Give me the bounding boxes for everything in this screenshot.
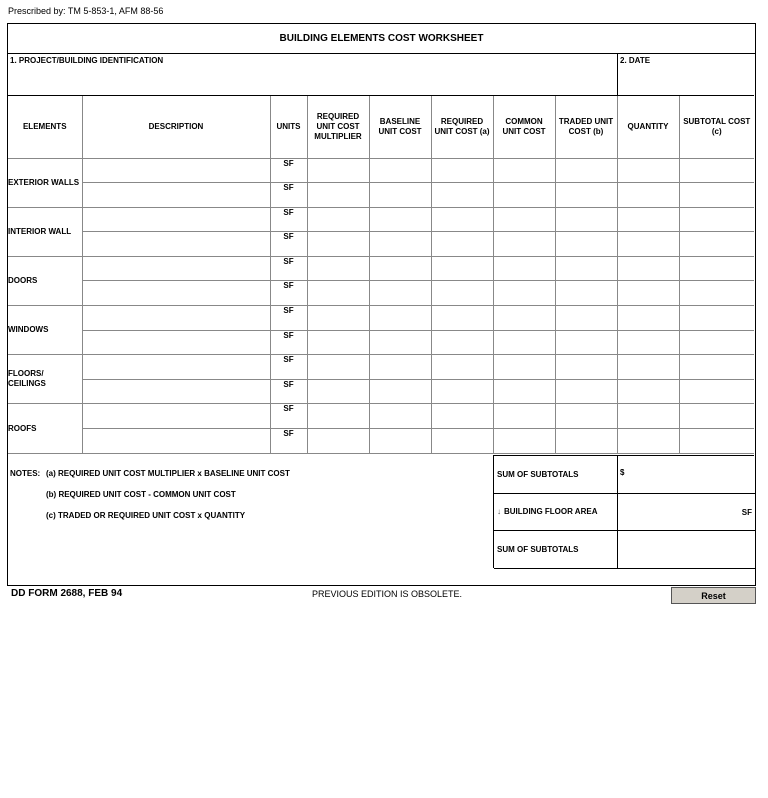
baseline-unit-cost-cell[interactable] [369, 281, 431, 306]
baseline-unit-cost-cell[interactable] [369, 404, 431, 429]
common-unit-cost-cell[interactable] [493, 256, 555, 281]
required-unit-cost-cell[interactable] [431, 306, 493, 331]
traded-unit-cost-input[interactable] [556, 208, 617, 232]
element-label: DOORS [8, 256, 82, 305]
baseline-unit-cost-input[interactable] [370, 208, 431, 232]
sum-of-subtotals-label: SUM OF SUBTOTALS [494, 456, 618, 493]
form-identifier: DD FORM 2688, FEB 94 [11, 588, 123, 599]
required-multiplier-input[interactable] [308, 380, 369, 404]
col-subtotal-cost-header: SUBTOTAL COST (c) [679, 96, 754, 158]
traded-unit-cost-input[interactable] [556, 257, 617, 281]
baseline-unit-cost-input[interactable] [370, 159, 431, 183]
traded-unit-cost-cell[interactable] [555, 207, 617, 232]
floor-area-unit: SF [741, 507, 752, 517]
units-cell: SF [270, 232, 307, 257]
required-unit-cost-cell[interactable] [431, 158, 493, 183]
quantity-input[interactable] [618, 306, 679, 330]
subtotal-cost-input[interactable] [680, 380, 755, 404]
units-cell: SF [270, 256, 307, 281]
subtotal-cost-cell[interactable] [679, 306, 754, 331]
traded-unit-cost-cell[interactable] [555, 256, 617, 281]
description-input[interactable] [83, 208, 270, 232]
subtotal-cost-cell[interactable] [679, 158, 754, 183]
quantity-cell[interactable] [617, 183, 679, 208]
traded-unit-cost-cell[interactable] [555, 404, 617, 429]
table-row [8, 355, 754, 380]
quantity-cell[interactable] [617, 207, 679, 232]
description-cell[interactable] [82, 281, 270, 306]
subtotal-cost-cell[interactable] [679, 355, 754, 380]
traded-unit-cost-input[interactable] [556, 331, 617, 355]
col-quantity-header: QUANTITY [617, 96, 679, 158]
notes-section [8, 455, 493, 568]
col-traded-unit-cost-header: TRADED UNIT COST (b) [555, 96, 617, 158]
baseline-unit-cost-input[interactable] [370, 281, 431, 305]
traded-unit-cost-cell[interactable] [555, 355, 617, 380]
subtotal-cost-input[interactable] [680, 306, 755, 330]
required-unit-cost-input[interactable] [432, 429, 493, 453]
note-c: (c) TRADED OR REQUIRED UNIT COST x QUANTITY [46, 511, 246, 520]
subtotal-cost-input[interactable] [680, 355, 755, 379]
subtotal-cost-cell[interactable] [679, 429, 754, 454]
baseline-unit-cost-cell[interactable] [369, 379, 431, 404]
baseline-unit-cost-input[interactable] [370, 331, 431, 355]
common-unit-cost-cell[interactable] [493, 158, 555, 183]
description-cell[interactable] [82, 355, 270, 380]
required-multiplier-input[interactable] [308, 232, 369, 256]
required-multiplier-cell[interactable] [307, 207, 369, 232]
description-input[interactable] [83, 331, 270, 355]
col-required-unit-cost-header: REQUIRED UNIT COST (a) [431, 96, 493, 158]
required-unit-cost-cell[interactable] [431, 281, 493, 306]
units-cell: SF [270, 183, 307, 208]
building-floor-area-value[interactable] [618, 494, 755, 531]
subtotal-cost-input[interactable] [680, 429, 755, 453]
quantity-cell[interactable] [617, 355, 679, 380]
traded-unit-cost-cell[interactable] [555, 306, 617, 331]
subtotal-cost-input[interactable] [680, 281, 755, 305]
quantity-cell[interactable] [617, 281, 679, 306]
units-cell: SF [270, 355, 307, 380]
quantity-cell[interactable] [617, 404, 679, 429]
quantity-cell[interactable] [617, 379, 679, 404]
units-cell: SF [270, 306, 307, 331]
traded-unit-cost-input[interactable] [556, 380, 617, 404]
note-a: (a) REQUIRED UNIT COST MULTIPLIER x BASELINE UNIT COST [46, 469, 290, 478]
traded-unit-cost-cell[interactable] [555, 379, 617, 404]
building-floor-area-row [494, 494, 755, 532]
description-cell[interactable] [82, 207, 270, 232]
description-input[interactable] [83, 257, 270, 281]
note-b: (b) REQUIRED UNIT COST - COMMON UNIT COST [46, 490, 236, 499]
required-unit-cost-input[interactable] [432, 232, 493, 256]
common-unit-cost-input[interactable] [494, 232, 555, 256]
description-cell[interactable] [82, 183, 270, 208]
required-unit-cost-input[interactable] [432, 183, 493, 207]
element-label: ROOFS [8, 404, 82, 453]
quantity-input[interactable] [618, 208, 679, 232]
project-identification-box [8, 54, 618, 96]
project-identification-label: 1. PROJECT/BUILDING IDENTIFICATION [10, 56, 164, 65]
common-unit-cost-cell[interactable] [493, 330, 555, 355]
description-cell[interactable] [82, 256, 270, 281]
common-unit-cost-cell[interactable] [493, 207, 555, 232]
baseline-unit-cost-cell[interactable] [369, 256, 431, 281]
table-row [8, 429, 754, 454]
baseline-unit-cost-input[interactable] [370, 380, 431, 404]
date-field[interactable] [620, 68, 752, 93]
common-unit-cost-cell[interactable] [493, 232, 555, 257]
description-input[interactable] [83, 183, 270, 207]
units-cell: SF [270, 207, 307, 232]
baseline-unit-cost-input[interactable] [370, 429, 431, 453]
traded-unit-cost-cell[interactable] [555, 281, 617, 306]
quantity-cell[interactable] [617, 306, 679, 331]
quantity-cell[interactable] [617, 158, 679, 183]
baseline-unit-cost-cell[interactable] [369, 158, 431, 183]
required-unit-cost-input[interactable] [432, 380, 493, 404]
units-cell: SF [270, 379, 307, 404]
required-unit-cost-input[interactable] [432, 257, 493, 281]
quantity-input[interactable] [618, 232, 679, 256]
traded-unit-cost-input[interactable] [556, 355, 617, 379]
table-row [8, 404, 754, 429]
baseline-unit-cost-cell[interactable] [369, 306, 431, 331]
required-unit-cost-cell[interactable] [431, 355, 493, 380]
required-multiplier-cell[interactable] [307, 306, 369, 331]
required-multiplier-input[interactable] [308, 257, 369, 281]
dollar-sign: $ [620, 468, 625, 477]
element-label: FLOORS/ CEILINGS [8, 355, 82, 404]
subtotal-cost-cell[interactable] [679, 379, 754, 404]
notes-prefix: NOTES: [10, 469, 41, 478]
col-baseline-unit-cost-header: BASELINE UNIT COST [369, 96, 431, 158]
quantity-input[interactable] [618, 183, 679, 207]
required-multiplier-input[interactable] [308, 208, 369, 232]
table-row [8, 232, 754, 257]
project-identification-field[interactable] [10, 68, 615, 93]
traded-unit-cost-input[interactable] [556, 232, 617, 256]
baseline-unit-cost-input[interactable] [370, 232, 431, 256]
required-multiplier-cell[interactable] [307, 355, 369, 380]
required-multiplier-input[interactable] [308, 159, 369, 183]
table-row [8, 207, 754, 232]
units-cell: SF [270, 158, 307, 183]
col-elements-header: ELEMENTS [8, 96, 82, 158]
quantity-input[interactable] [618, 404, 679, 428]
required-multiplier-cell[interactable] [307, 232, 369, 257]
units-cell: SF [270, 429, 307, 454]
traded-unit-cost-cell[interactable] [555, 232, 617, 257]
quantity-input[interactable] [618, 380, 679, 404]
sum-of-subtotals-final-value[interactable] [618, 531, 755, 568]
traded-unit-cost-cell[interactable] [555, 330, 617, 355]
baseline-unit-cost-cell[interactable] [369, 232, 431, 257]
required-unit-cost-cell[interactable] [431, 404, 493, 429]
description-cell[interactable] [82, 306, 270, 331]
common-unit-cost-input[interactable] [494, 306, 555, 330]
units-cell: SF [270, 330, 307, 355]
table-row [8, 306, 754, 331]
date-box [618, 54, 754, 96]
description-input[interactable] [83, 232, 270, 256]
quantity-input[interactable] [618, 257, 679, 281]
form-title: BUILDING ELEMENTS COST WORKSHEET [8, 24, 755, 54]
quantity-cell[interactable] [617, 429, 679, 454]
date-label: 2. DATE [620, 56, 651, 65]
subtotal-cost-input[interactable] [680, 404, 755, 428]
table-body [8, 158, 754, 453]
subtotal-cost-input[interactable] [680, 232, 755, 256]
common-unit-cost-cell[interactable] [493, 306, 555, 331]
traded-unit-cost-input[interactable] [556, 404, 617, 428]
description-input[interactable] [83, 380, 270, 404]
description-input[interactable] [83, 281, 270, 305]
subtotal-cost-cell[interactable] [679, 256, 754, 281]
subtotal-cost-cell[interactable] [679, 207, 754, 232]
obsolete-notice: PREVIOUS EDITION IS OBSOLETE. [312, 589, 463, 599]
description-input[interactable] [83, 355, 270, 379]
common-unit-cost-cell[interactable] [493, 429, 555, 454]
required-multiplier-input[interactable] [308, 306, 369, 330]
required-unit-cost-input[interactable] [432, 306, 493, 330]
traded-unit-cost-input[interactable] [556, 281, 617, 305]
quantity-input[interactable] [618, 331, 679, 355]
sum-of-subtotals-final-row [494, 531, 755, 569]
subtotal-cost-cell[interactable] [679, 232, 754, 257]
subtotal-cost-cell[interactable] [679, 183, 754, 208]
reset-button[interactable]: Reset [671, 587, 756, 604]
baseline-unit-cost-input[interactable] [370, 355, 431, 379]
common-unit-cost-cell[interactable] [493, 355, 555, 380]
subtotal-cost-input[interactable] [680, 208, 755, 232]
required-multiplier-cell[interactable] [307, 281, 369, 306]
description-cell[interactable] [82, 429, 270, 454]
description-input[interactable] [83, 404, 270, 428]
description-cell[interactable] [82, 404, 270, 429]
units-cell: SF [270, 281, 307, 306]
description-cell[interactable] [82, 158, 270, 183]
required-multiplier-input[interactable] [308, 429, 369, 453]
element-label: EXTERIOR WALLS [8, 158, 82, 207]
subtotal-cost-input[interactable] [680, 257, 755, 281]
common-unit-cost-input[interactable] [494, 183, 555, 207]
required-multiplier-input[interactable] [308, 404, 369, 428]
subtotal-cost-input[interactable] [680, 331, 755, 355]
building-floor-area-label-cell [494, 494, 618, 531]
table-row [8, 183, 754, 208]
col-common-unit-cost-header: COMMON UNIT COST [493, 96, 555, 158]
table-row [8, 158, 754, 183]
units-cell: SF [270, 404, 307, 429]
traded-unit-cost-input[interactable] [556, 429, 617, 453]
required-unit-cost-cell[interactable] [431, 232, 493, 257]
table-row [8, 256, 754, 281]
description-cell[interactable] [82, 379, 270, 404]
baseline-unit-cost-input[interactable] [370, 404, 431, 428]
common-unit-cost-input[interactable] [494, 355, 555, 379]
quantity-cell[interactable] [617, 232, 679, 257]
baseline-unit-cost-cell[interactable] [369, 330, 431, 355]
element-label: WINDOWS [8, 306, 82, 355]
quantity-input[interactable] [618, 159, 679, 183]
common-unit-cost-input[interactable] [494, 257, 555, 281]
common-unit-cost-input[interactable] [494, 281, 555, 305]
required-unit-cost-cell[interactable] [431, 207, 493, 232]
quantity-cell[interactable] [617, 330, 679, 355]
required-unit-cost-cell[interactable] [431, 429, 493, 454]
required-unit-cost-cell[interactable] [431, 379, 493, 404]
traded-unit-cost-input[interactable] [556, 183, 617, 207]
sum-of-subtotals-row [494, 456, 755, 494]
required-unit-cost-input[interactable] [432, 355, 493, 379]
required-unit-cost-input[interactable] [432, 281, 493, 305]
required-multiplier-cell[interactable] [307, 404, 369, 429]
common-unit-cost-input[interactable] [494, 380, 555, 404]
baseline-unit-cost-input[interactable] [370, 183, 431, 207]
sum-of-subtotals-value[interactable] [618, 456, 755, 493]
description-input[interactable] [83, 306, 270, 330]
description-cell[interactable] [82, 232, 270, 257]
baseline-unit-cost-cell[interactable] [369, 183, 431, 208]
common-unit-cost-cell[interactable] [493, 281, 555, 306]
description-input[interactable] [83, 159, 270, 183]
traded-unit-cost-input[interactable] [556, 159, 617, 183]
col-units-header: UNITS [270, 96, 307, 158]
traded-unit-cost-cell[interactable] [555, 158, 617, 183]
description-cell[interactable] [82, 330, 270, 355]
table-row [8, 330, 754, 355]
table-header-row [8, 96, 754, 158]
quantity-input[interactable] [618, 429, 679, 453]
table-row [8, 281, 754, 306]
common-unit-cost-cell[interactable] [493, 183, 555, 208]
traded-unit-cost-cell[interactable] [555, 429, 617, 454]
required-multiplier-cell[interactable] [307, 429, 369, 454]
cost-table [8, 96, 754, 454]
common-unit-cost-input[interactable] [494, 208, 555, 232]
required-unit-cost-input[interactable] [432, 159, 493, 183]
common-unit-cost-input[interactable] [494, 159, 555, 183]
sums-section [493, 455, 754, 568]
required-multiplier-input[interactable] [308, 183, 369, 207]
common-unit-cost-input[interactable] [494, 404, 555, 428]
cost-worksheet-form [7, 23, 756, 586]
subtotal-cost-cell[interactable] [679, 281, 754, 306]
required-unit-cost-input[interactable] [432, 404, 493, 428]
quantity-input[interactable] [618, 281, 679, 305]
sum-of-subtotals-final-label: SUM OF SUBTOTALS [494, 531, 618, 568]
baseline-unit-cost-cell[interactable] [369, 355, 431, 380]
required-multiplier-cell[interactable] [307, 158, 369, 183]
subtotal-cost-input[interactable] [680, 159, 755, 183]
table-row [8, 379, 754, 404]
required-unit-cost-cell[interactable] [431, 183, 493, 208]
required-multiplier-input[interactable] [308, 355, 369, 379]
common-unit-cost-input[interactable] [494, 429, 555, 453]
col-description-header: DESCRIPTION [82, 96, 270, 158]
required-multiplier-cell[interactable] [307, 183, 369, 208]
subtotal-cost-cell[interactable] [679, 404, 754, 429]
common-unit-cost-cell[interactable] [493, 404, 555, 429]
element-label: INTERIOR WALL [8, 207, 82, 256]
description-input[interactable] [83, 429, 270, 453]
required-multiplier-cell[interactable] [307, 330, 369, 355]
subtotal-cost-input[interactable] [680, 183, 755, 207]
required-unit-cost-input[interactable] [432, 331, 493, 355]
subtotal-cost-cell[interactable] [679, 330, 754, 355]
building-floor-area-label: BUILDING FLOOR AREA [504, 507, 598, 517]
common-unit-cost-cell[interactable] [493, 379, 555, 404]
baseline-unit-cost-input[interactable] [370, 257, 431, 281]
prescribed-by-text: Prescribed by: TM 5-853-1, AFM 88-56 [8, 6, 164, 16]
required-unit-cost-cell[interactable] [431, 256, 493, 281]
required-unit-cost-input[interactable] [432, 208, 493, 232]
required-multiplier-input[interactable] [308, 331, 369, 355]
baseline-unit-cost-input[interactable] [370, 306, 431, 330]
common-unit-cost-input[interactable] [494, 331, 555, 355]
required-multiplier-cell[interactable] [307, 379, 369, 404]
col-required-multiplier-header: REQUIRED UNIT COST MULTIPLIER [307, 96, 369, 158]
required-unit-cost-cell[interactable] [431, 330, 493, 355]
required-multiplier-cell[interactable] [307, 256, 369, 281]
baseline-unit-cost-cell[interactable] [369, 429, 431, 454]
quantity-input[interactable] [618, 355, 679, 379]
divide-arrow-icon: ↓ [497, 507, 501, 517]
required-multiplier-input[interactable] [308, 281, 369, 305]
traded-unit-cost-input[interactable] [556, 306, 617, 330]
quantity-cell[interactable] [617, 256, 679, 281]
traded-unit-cost-cell[interactable] [555, 183, 617, 208]
baseline-unit-cost-cell[interactable] [369, 207, 431, 232]
